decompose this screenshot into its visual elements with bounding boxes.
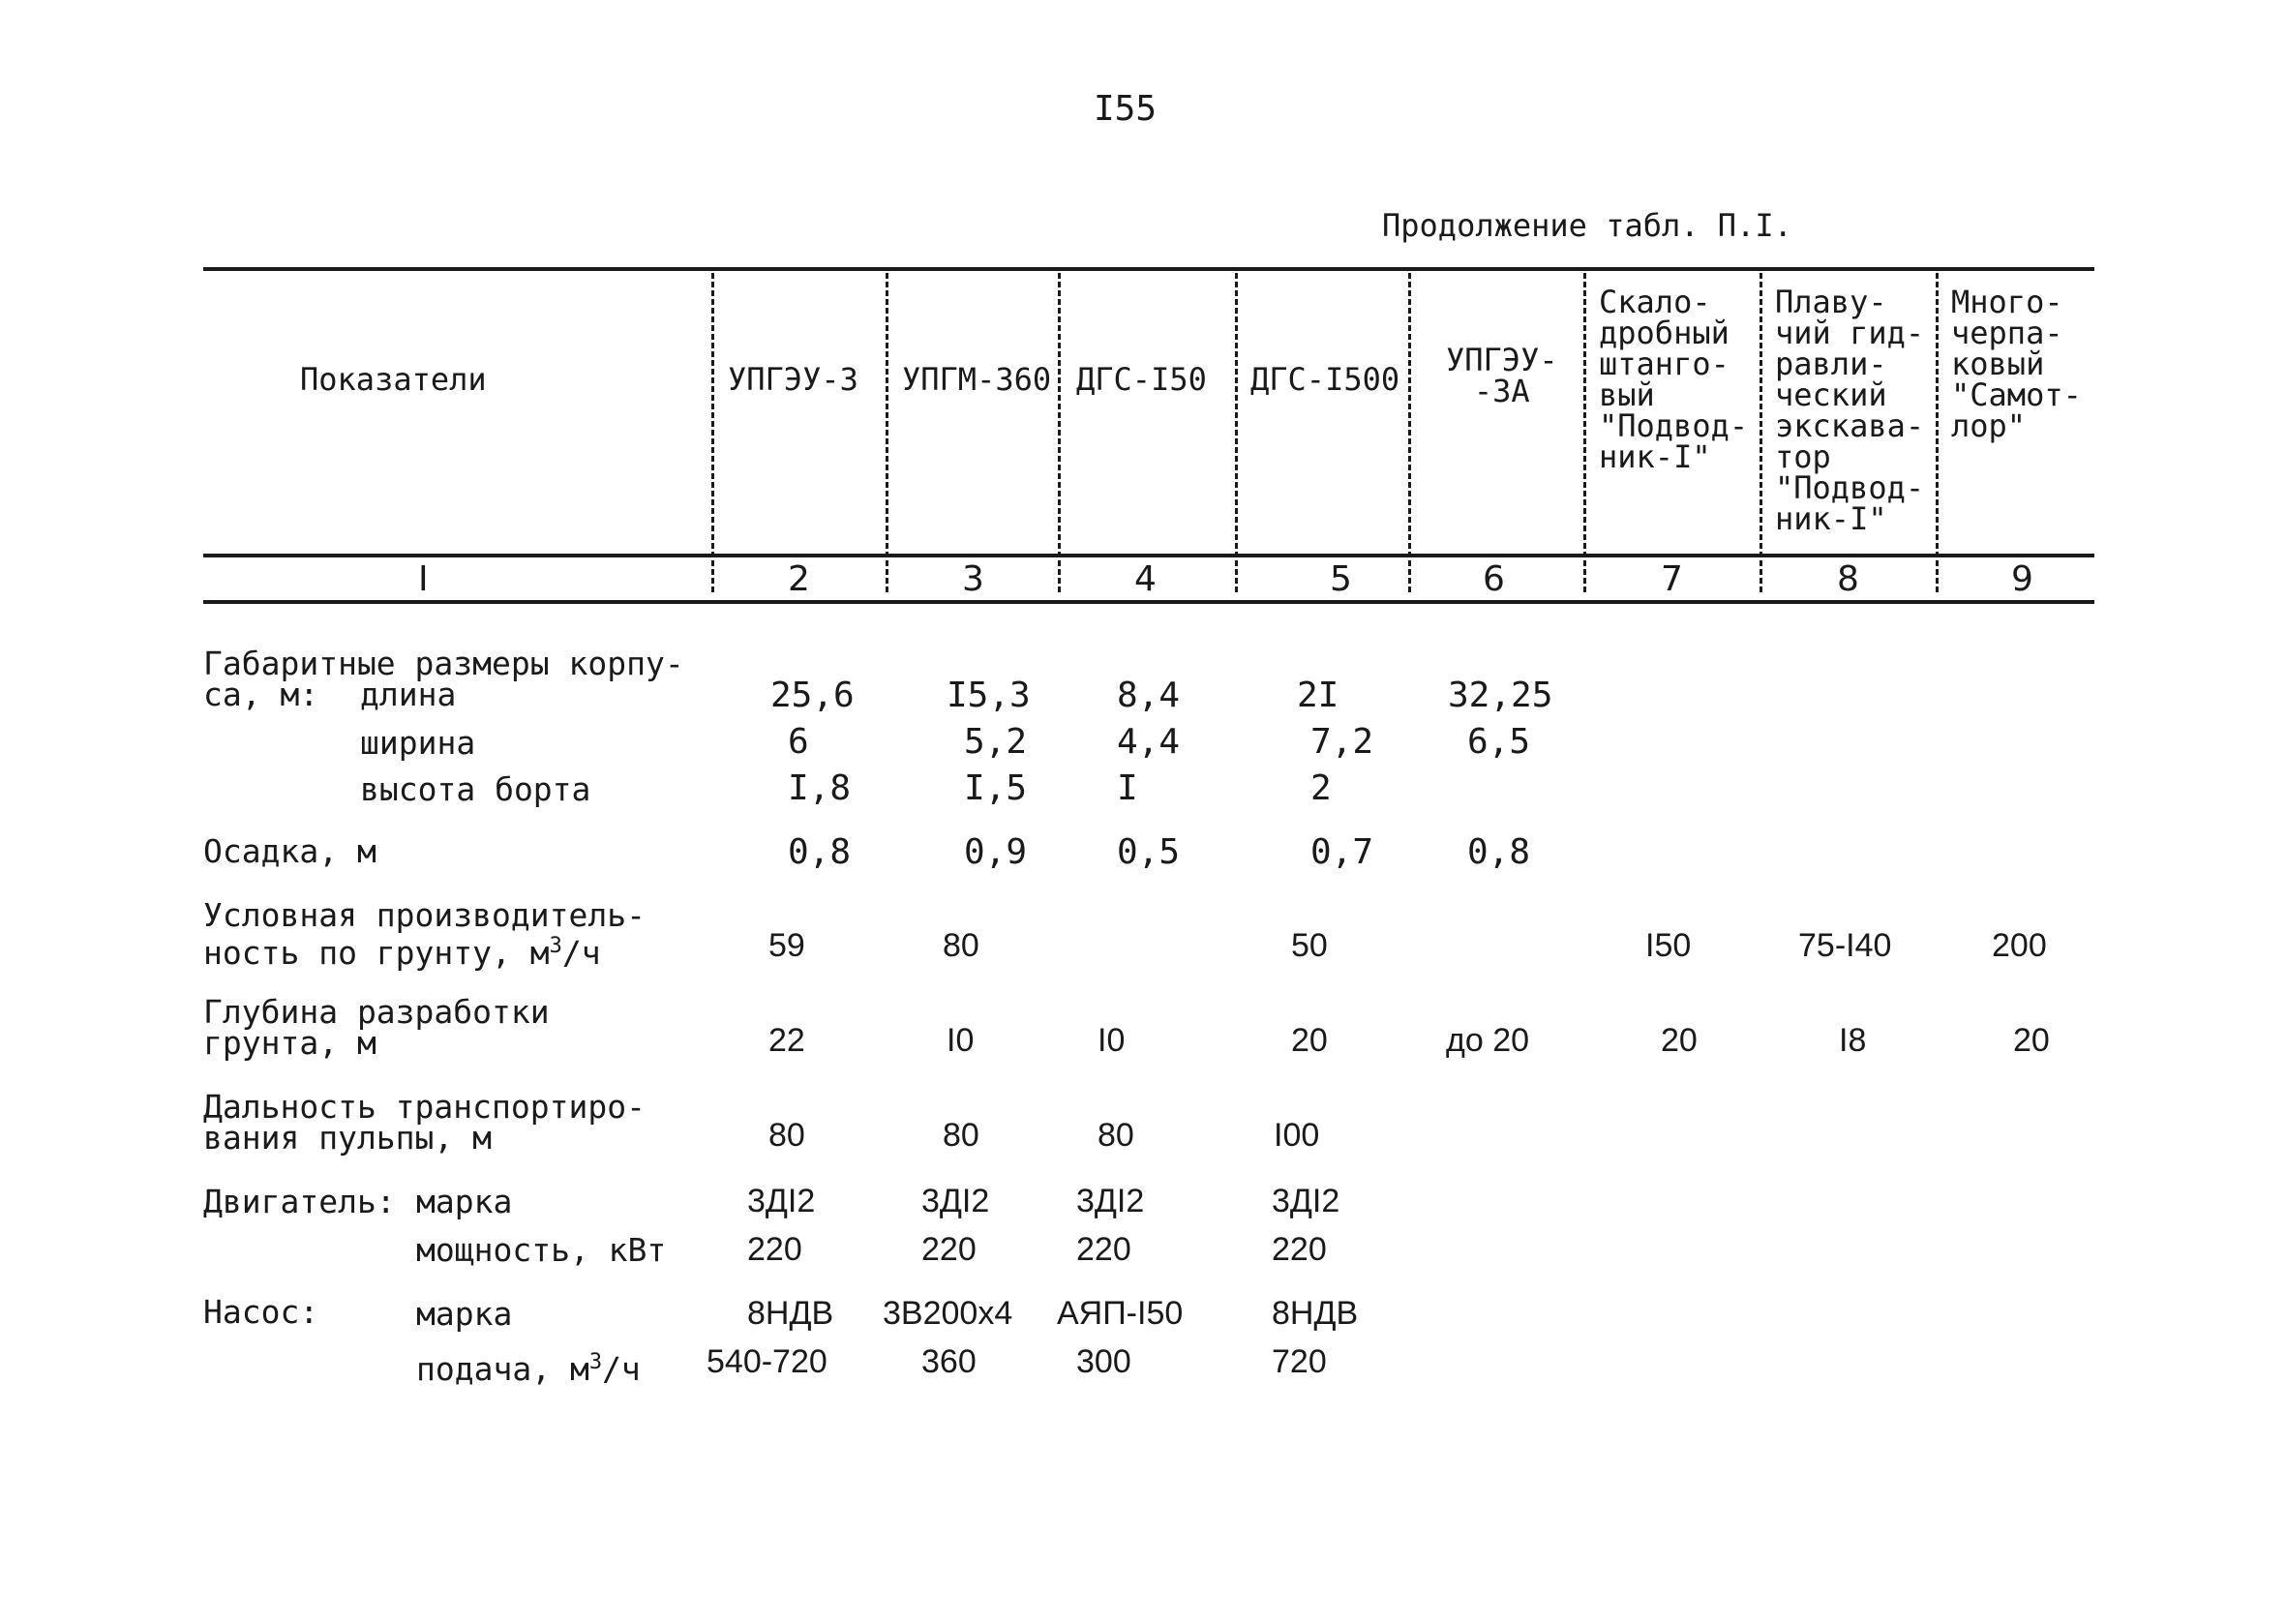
header-bottom-rule [203, 554, 2094, 557]
cell-engine-brand: 3ДI2 [1076, 1183, 1145, 1219]
row-label-distance: Дальность транспортиро- вания пульпы, м [203, 1088, 646, 1157]
cell-width: 6 [788, 722, 809, 762]
cell-draft: 0,7 [1310, 832, 1374, 872]
row-label-pump: Насос: [203, 1293, 319, 1331]
row-sublabel-pump-brand: марка [416, 1295, 513, 1333]
column-separator [1583, 273, 1586, 592]
cell-pump-feed: 360 [921, 1343, 977, 1380]
cell-distance: 80 [768, 1117, 805, 1154]
column-separator [1235, 273, 1238, 592]
cell-length: 2I [1297, 676, 1339, 715]
column-separator [1408, 273, 1411, 592]
cell-pump-brand: 8НДВ [1272, 1295, 1359, 1332]
row-sublabel-engine-brand: марка [416, 1183, 513, 1220]
row-label-depth: Глубина разработки грунта, м [203, 993, 550, 1062]
column-separator [1058, 273, 1061, 592]
cell-pump-feed: 720 [1272, 1343, 1327, 1380]
cell-engine-power: 220 [747, 1231, 802, 1268]
page-number: I55 [1094, 89, 1158, 129]
pump-feed-label-text: подача, м [416, 1350, 589, 1388]
header-col-4: ДГС-I50 [1076, 361, 1207, 398]
header-col-6: УПГЭУ- -3А [1446, 342, 1558, 409]
cell-pump-brand: 3В200х4 [883, 1295, 1013, 1332]
cell-distance: I00 [1274, 1117, 1320, 1154]
col-number: 4 [1134, 559, 1157, 599]
cell-productivity: 80 [943, 927, 979, 964]
cell-engine-power: 220 [921, 1231, 977, 1268]
cell-productivity: 200 [1992, 927, 2047, 964]
cell-draft: 0,8 [1467, 832, 1531, 872]
header-indicators: Показатели [300, 361, 487, 398]
table-caption: Продолжение табл. П.I. [1382, 207, 1792, 244]
cell-draft: 0,9 [964, 832, 1028, 872]
header-col-2: УПГЭУ-3 [728, 361, 858, 398]
col-number: 2 [788, 559, 810, 599]
cell-width: 5,2 [964, 722, 1028, 762]
cell-height: I,8 [788, 768, 852, 808]
col-number: 6 [1483, 559, 1505, 599]
cell-productivity: I50 [1645, 927, 1692, 964]
cell-draft: 0,8 [788, 832, 852, 872]
cell-height: I,5 [964, 768, 1028, 808]
col-number: 5 [1330, 559, 1352, 599]
row-label-productivity-1: Условная производитель- [203, 896, 646, 934]
productivity-label-text: ность по грунту, м [203, 934, 550, 972]
row-label-productivity-2 [203, 931, 601, 972]
table-top-rule [203, 267, 2094, 271]
cell-depth: 20 [1291, 1022, 1328, 1059]
cell-pump-brand: 8НДВ [747, 1295, 834, 1332]
cell-height: 2 [1310, 768, 1332, 808]
cell-distance: 80 [1098, 1117, 1134, 1154]
col-number: I [418, 559, 429, 599]
cell-depth: 20 [2013, 1022, 2050, 1059]
cell-height: I [1117, 768, 1138, 808]
col-number: 8 [1837, 559, 1859, 599]
col-number: 9 [2011, 559, 2033, 599]
cell-pump-feed: 540-720 [707, 1343, 827, 1380]
cell-depth: 20 [1661, 1022, 1698, 1059]
row-sublabel-height: высота борта [360, 770, 591, 808]
header-col-5: ДГС-I500 [1250, 361, 1400, 398]
header-col-3: УПГМ-360 [902, 361, 1052, 398]
header-col-7: Скало- дробный штанго- вый "Подвод- ник-I" [1599, 284, 1749, 475]
col-number: 3 [962, 559, 984, 599]
column-separator [886, 273, 888, 592]
cell-productivity: 59 [768, 927, 805, 964]
cell-distance: 80 [943, 1117, 979, 1154]
column-separator [1760, 273, 1762, 592]
pump-feed-label-sup: 3 [588, 1350, 603, 1374]
cell-engine-brand: 3ДI2 [921, 1183, 990, 1219]
col-number: 7 [1661, 559, 1683, 599]
productivity-label-sup: 3 [549, 934, 562, 958]
row-label-engine: Двигатель: [203, 1183, 396, 1220]
cell-length: 8,4 [1117, 676, 1181, 715]
cell-depth: I0 [1098, 1022, 1126, 1059]
cell-length: I5,3 [947, 676, 1031, 715]
cell-depth: до 20 [1446, 1022, 1530, 1059]
cell-width: 7,2 [1310, 722, 1374, 762]
cell-draft: 0,5 [1117, 832, 1181, 872]
cell-engine-brand: 3ДI2 [1272, 1183, 1340, 1219]
cell-depth: 22 [768, 1022, 805, 1059]
row-sublabel-width: ширина [360, 724, 476, 762]
pump-feed-label-unit: /ч [602, 1350, 641, 1388]
productivity-label-unit: /ч [561, 934, 601, 972]
cell-pump-feed: 300 [1076, 1343, 1131, 1380]
row-sublabel-length: длина [360, 676, 457, 713]
column-separator [711, 273, 714, 592]
cell-productivity: 75-I40 [1798, 927, 1892, 964]
row-label-dimensions: Габаритные размеры корпу- са, м: [203, 645, 684, 713]
cell-length: 32,25 [1448, 676, 1553, 715]
cell-depth: I8 [1839, 1022, 1867, 1059]
cell-width: 6,5 [1467, 722, 1531, 762]
cell-engine-power: 220 [1076, 1231, 1131, 1268]
header-col-8: Плаву- чий гид- равли- ческий экскава- тор "Подвод- ник-I" [1775, 284, 1925, 537]
cell-length: 25,6 [770, 676, 855, 715]
cell-pump-brand: АЯП-I50 [1057, 1295, 1184, 1332]
cell-width: 4,4 [1117, 722, 1181, 762]
column-separator [1936, 273, 1939, 592]
cell-depth: I0 [947, 1022, 975, 1059]
cell-engine-brand: 3ДI2 [747, 1183, 816, 1219]
col-numbers-bottom-rule [203, 600, 2094, 604]
header-col-9: Много- черпа- ковый "Самот- лор" [1951, 284, 2082, 444]
row-label-draft: Осадка, м [203, 832, 376, 870]
row-sublabel-engine-power: мощность, кВт [416, 1231, 667, 1269]
row-sublabel-pump-feed [416, 1347, 641, 1388]
cell-productivity: 50 [1291, 927, 1328, 964]
cell-engine-power: 220 [1272, 1231, 1327, 1268]
